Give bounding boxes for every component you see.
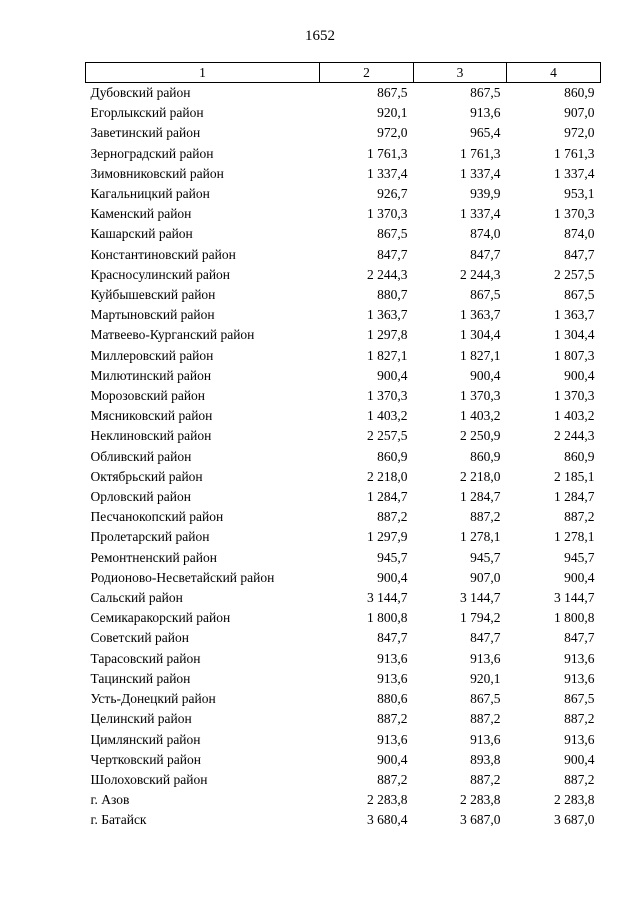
value-col-2-cell: 1 827,1 [367,347,408,363]
table-row [86,527,601,547]
value-col-3-cell: 900,4 [470,367,501,383]
value-col-3-cell: 2 283,8 [460,792,501,808]
value-col-3-cell: 913,6 [470,650,501,666]
value-col-2-cell: 3 680,4 [367,812,408,828]
value-col-2-cell: 1 297,9 [367,529,408,545]
value-col-2-cell: 2 218,0 [367,468,408,484]
table-row [86,144,601,164]
district-name-cell: Матвеево-Курганский район [90,327,255,343]
value-col-4-cell: 847,7 [564,630,595,646]
district-name-cell: Пролетарский район [90,529,210,545]
value-col-4-cell: 1 363,7 [554,307,595,323]
value-col-3-cell: 2 244,3 [460,266,501,282]
value-col-4-cell: 860,9 [564,85,595,100]
table-row [86,649,601,669]
value-col-4-cell: 874,0 [564,226,595,242]
value-col-2-cell: 1 363,7 [367,307,408,323]
table-row [86,103,601,123]
table-row [86,608,601,628]
value-col-4-cell: 860,9 [564,448,595,464]
value-col-4-cell: 1 304,4 [554,327,595,343]
table-row [86,628,601,648]
value-col-3-cell: 887,2 [470,771,501,787]
value-col-4-cell: 867,5 [564,691,595,707]
district-name-cell: Целинский район [90,711,192,727]
value-col-4-cell: 3 687,0 [554,812,595,828]
value-col-3-cell: 847,7 [470,246,501,262]
value-col-3-cell: 887,2 [470,711,501,727]
value-col-3-cell: 2 250,9 [460,428,501,444]
district-name-cell: Песчанокопский район [90,509,224,525]
value-col-2-cell: 847,7 [377,630,408,646]
value-col-2-cell: 1 403,2 [367,408,408,424]
table-row [86,426,601,446]
district-name-cell: г. Азов [90,792,130,808]
value-col-4-cell: 900,4 [564,751,595,767]
value-col-4-cell: 1 403,2 [554,408,595,424]
district-name-cell: Семикаракорский район [90,610,231,626]
value-col-4-cell: 847,7 [564,246,595,262]
value-col-4-cell: 913,6 [564,650,595,666]
value-col-4-cell: 2 185,1 [554,468,595,484]
value-col-2-cell: 900,4 [377,367,408,383]
value-col-3-cell: 3 144,7 [460,590,501,606]
value-col-3-cell: 1 827,1 [460,347,501,363]
district-name-cell: Морозовский район [90,388,206,404]
district-name-cell: Тацинский район [90,670,191,686]
table-row [86,467,601,487]
table-row [86,548,601,568]
value-col-4-cell: 1 761,3 [554,145,595,161]
value-col-2-cell: 900,4 [377,751,408,767]
value-col-4-cell: 887,2 [564,771,595,787]
page-number: 1652 [305,28,335,44]
value-col-3-cell: 2 218,0 [460,468,501,484]
table-row [86,588,601,608]
value-col-2-cell: 887,2 [377,509,408,525]
table-row [86,305,601,325]
value-col-2-cell: 913,6 [377,670,408,686]
value-col-3-cell: 867,5 [470,85,501,100]
district-name-cell: Заветинский район [90,125,201,141]
value-col-4-cell: 887,2 [564,509,595,525]
value-col-2-cell: 880,6 [377,691,408,707]
value-col-2-cell: 1 370,3 [367,206,408,222]
district-name-cell: Зерноградский район [90,145,214,161]
value-col-4-cell: 2 244,3 [554,428,595,444]
table-row [86,406,601,426]
district-name-cell: Советский район [90,630,189,646]
value-col-2-cell: 887,2 [377,711,408,727]
table-row [86,346,601,366]
value-col-4-cell: 1 370,3 [554,388,595,404]
district-name-cell: Сальский район [90,590,183,606]
value-col-4-cell: 907,0 [564,105,595,121]
table-row [86,245,601,265]
table-row [86,224,601,244]
value-col-2-cell: 972,0 [377,125,408,141]
table-row [86,447,601,467]
value-col-4-cell: 2 283,8 [554,792,595,808]
table-row [86,386,601,406]
district-name-cell: Родионово-Несветайский район [90,569,275,585]
table-row [86,366,601,386]
table-row [86,487,601,507]
table-row [86,810,601,830]
value-col-4-cell: 1 800,8 [554,610,595,626]
table-row [86,790,601,810]
column-header-4: 4 [507,63,601,83]
value-col-4-cell: 867,5 [564,287,595,303]
value-col-2-cell: 867,5 [377,85,408,100]
value-col-2-cell: 913,6 [377,650,408,666]
value-col-3-cell: 913,6 [470,105,501,121]
table-body [86,83,601,831]
district-name-cell: Тарасовский район [90,650,201,666]
table-row [86,123,601,143]
district-name-cell: Усть-Донецкий район [90,691,216,707]
value-col-2-cell: 847,7 [377,246,408,262]
value-col-3-cell: 1 304,4 [460,327,501,343]
value-col-4-cell: 900,4 [564,367,595,383]
value-col-3-cell: 867,5 [470,691,501,707]
table-row [86,709,601,729]
value-col-2-cell: 1 800,8 [367,610,408,626]
value-col-2-cell: 1 370,3 [367,388,408,404]
value-col-4-cell: 3 144,7 [554,590,595,606]
value-col-3-cell: 1 337,4 [460,206,501,222]
table-row [86,750,601,770]
district-name-cell: Константиновский район [90,246,236,262]
value-col-4-cell: 2 257,5 [554,266,595,282]
value-col-3-cell: 913,6 [470,731,501,747]
district-name-cell: Цимлянский район [90,731,201,747]
column-header-2: 2 [320,63,414,83]
value-col-2-cell: 2 257,5 [367,428,408,444]
district-name-cell: Ремонтненский район [90,549,217,565]
table-row [86,689,601,709]
value-col-3-cell: 1 403,2 [460,408,501,424]
value-col-4-cell: 887,2 [564,711,595,727]
table-row [86,770,601,790]
value-col-4-cell: 1 370,3 [554,206,595,222]
table-row [86,568,601,588]
table-row [86,285,601,305]
value-col-2-cell: 860,9 [377,448,408,464]
table-row [86,265,601,285]
value-col-4-cell: 953,1 [564,186,595,202]
district-name-cell: Милютинский район [90,367,212,383]
value-col-3-cell: 860,9 [470,448,501,464]
district-name-cell: Егорлыкский район [90,105,204,121]
table-header [86,63,601,83]
value-col-4-cell: 945,7 [564,549,595,565]
value-col-3-cell: 965,4 [470,125,501,141]
value-col-3-cell: 887,2 [470,509,501,525]
value-col-4-cell: 1 278,1 [554,529,595,545]
value-col-2-cell: 1 284,7 [367,489,408,505]
value-col-2-cell: 867,5 [377,226,408,242]
table-row [86,164,601,184]
table-row [86,204,601,224]
district-name-cell: Миллеровский район [90,347,214,363]
value-col-2-cell: 945,7 [377,549,408,565]
value-col-3-cell: 3 687,0 [460,812,501,828]
district-name-cell: Кагальницкий район [90,186,210,202]
table-row [86,83,601,104]
value-col-2-cell: 913,6 [377,731,408,747]
value-col-3-cell: 893,8 [470,751,501,767]
value-col-4-cell: 1 284,7 [554,489,595,505]
table-row [86,507,601,527]
header-row [86,63,601,83]
district-name-cell: Обливский район [90,448,192,464]
value-col-4-cell: 1 337,4 [554,165,595,181]
table-row [86,730,601,750]
district-name-cell: Каменский район [90,206,192,222]
value-col-2-cell: 1 337,4 [367,165,408,181]
value-col-4-cell: 900,4 [564,569,595,585]
district-name-cell: Октябрьский район [90,468,203,484]
table-row [86,184,601,204]
value-col-4-cell: 1 807,3 [554,347,595,363]
value-col-3-cell: 1 278,1 [460,529,501,545]
value-col-2-cell: 2 283,8 [367,792,408,808]
value-col-4-cell: 913,6 [564,670,595,686]
value-col-3-cell: 945,7 [470,549,501,565]
district-name-cell: Дубовский район [90,85,191,100]
value-col-3-cell: 1 761,3 [460,145,501,161]
value-col-4-cell: 972,0 [564,125,595,141]
value-col-3-cell: 1 794,2 [460,610,501,626]
value-col-3-cell: 867,5 [470,287,501,303]
value-col-2-cell: 2 244,3 [367,266,408,282]
value-col-2-cell: 920,1 [377,105,408,121]
value-col-3-cell: 1 363,7 [460,307,501,323]
value-col-3-cell: 939,9 [470,186,501,202]
value-col-3-cell: 1 337,4 [460,165,501,181]
value-col-3-cell: 907,0 [470,569,501,585]
value-col-3-cell: 1 370,3 [460,388,501,404]
value-col-2-cell: 887,2 [377,771,408,787]
district-name-cell: Мясниковский район [90,408,213,424]
value-col-3-cell: 874,0 [470,226,501,242]
value-col-2-cell: 900,4 [377,569,408,585]
value-col-3-cell: 1 284,7 [460,489,501,505]
value-col-4-cell: 913,6 [564,731,595,747]
district-name-cell: Шолоховский район [90,771,208,787]
column-header-3: 3 [414,63,507,83]
table-row [86,669,601,689]
district-name-cell: Кашарский район [90,226,193,242]
value-col-2-cell: 3 144,7 [367,590,408,606]
value-col-3-cell: 847,7 [470,630,501,646]
district-name-cell: Неклиновский район [90,428,212,444]
district-name-cell: Орловский район [90,489,191,505]
value-col-2-cell: 1 761,3 [367,145,408,161]
data-table [85,62,601,831]
district-name-cell: Мартыновский район [90,307,215,323]
district-name-cell: Куйбышевский район [90,287,216,303]
table-row [86,325,601,345]
column-header-1: 1 [86,63,320,83]
value-col-2-cell: 926,7 [377,186,408,202]
district-name-cell: Зимовниковский район [90,165,224,181]
value-col-3-cell: 920,1 [470,670,501,686]
value-col-2-cell: 880,7 [377,287,408,303]
district-name-cell: Чертковский район [90,751,201,767]
value-col-2-cell: 1 297,8 [367,327,408,343]
district-name-cell: Красносулинский район [90,266,231,282]
district-name-cell: г. Батайск [90,812,147,828]
